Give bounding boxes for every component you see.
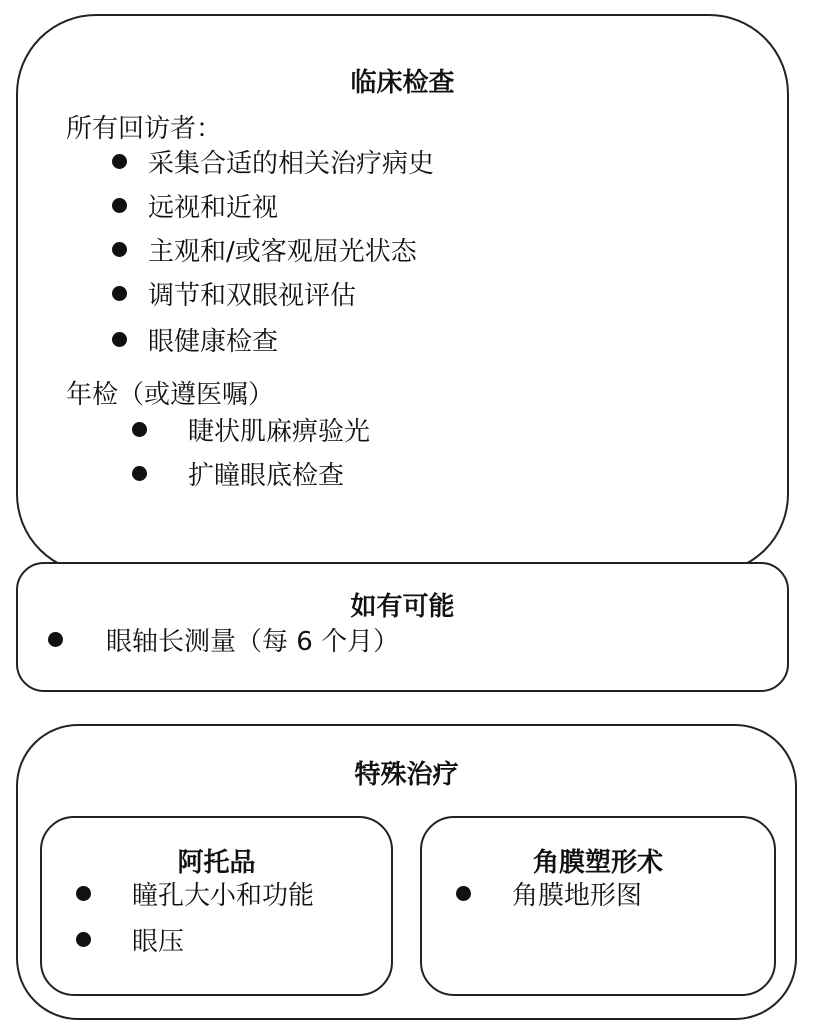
list-item bbox=[112, 193, 279, 223]
bullet-icon bbox=[76, 932, 91, 947]
annual-label: 年检（或遵医嘱） bbox=[66, 380, 275, 410]
bullet-icon bbox=[76, 886, 91, 901]
bullet-icon bbox=[112, 198, 127, 213]
orthokeratology-box bbox=[420, 816, 776, 996]
list-item-text: 眼轴长测量（每 6 个月） bbox=[106, 627, 400, 657]
bullet-icon bbox=[112, 286, 127, 301]
bullet-icon bbox=[112, 242, 127, 257]
list-item-text: 眼压 bbox=[132, 927, 185, 957]
bullet-icon bbox=[112, 154, 127, 169]
if-possible-title: 如有可能 bbox=[350, 592, 455, 622]
list-item bbox=[456, 881, 643, 911]
list-item-text: 瞳孔大小和功能 bbox=[132, 881, 315, 911]
all-visits-label: 所有回访者： bbox=[66, 114, 223, 144]
list-item-text: 角膜地形图 bbox=[512, 881, 643, 911]
list-item-text: 眼健康检查 bbox=[148, 327, 279, 357]
atropine-box bbox=[40, 816, 393, 996]
atropine-title: 阿托品 bbox=[177, 848, 256, 878]
special-treatment-title: 特殊治疗 bbox=[354, 760, 459, 790]
list-item-text: 扩瞳眼底检查 bbox=[188, 461, 345, 491]
list-item-text: 采集合适的相关治疗病史 bbox=[148, 149, 435, 179]
bullet-icon bbox=[132, 466, 147, 481]
list-item bbox=[48, 627, 400, 657]
list-item bbox=[132, 461, 345, 491]
orthokeratology-title: 角膜塑形术 bbox=[532, 848, 663, 878]
list-item bbox=[112, 237, 417, 267]
bullet-icon bbox=[132, 422, 147, 437]
list-item bbox=[112, 327, 279, 357]
list-item bbox=[76, 881, 315, 911]
bullet-icon bbox=[456, 886, 471, 901]
list-item bbox=[132, 417, 371, 447]
list-item-text: 主观和/或客观屈光状态 bbox=[148, 237, 417, 267]
clinical-exam-title: 临床检查 bbox=[350, 68, 455, 98]
list-item-text: 睫状肌麻痹验光 bbox=[188, 417, 371, 447]
clinical-exam-box bbox=[16, 14, 789, 574]
if-possible-box bbox=[16, 562, 789, 692]
list-item bbox=[76, 927, 185, 957]
bullet-icon bbox=[112, 332, 127, 347]
list-item-text: 远视和近视 bbox=[148, 193, 279, 223]
bullet-icon bbox=[48, 632, 63, 647]
list-item bbox=[112, 149, 435, 179]
list-item-text: 调节和双眼视评估 bbox=[148, 281, 357, 311]
list-item bbox=[112, 281, 357, 311]
